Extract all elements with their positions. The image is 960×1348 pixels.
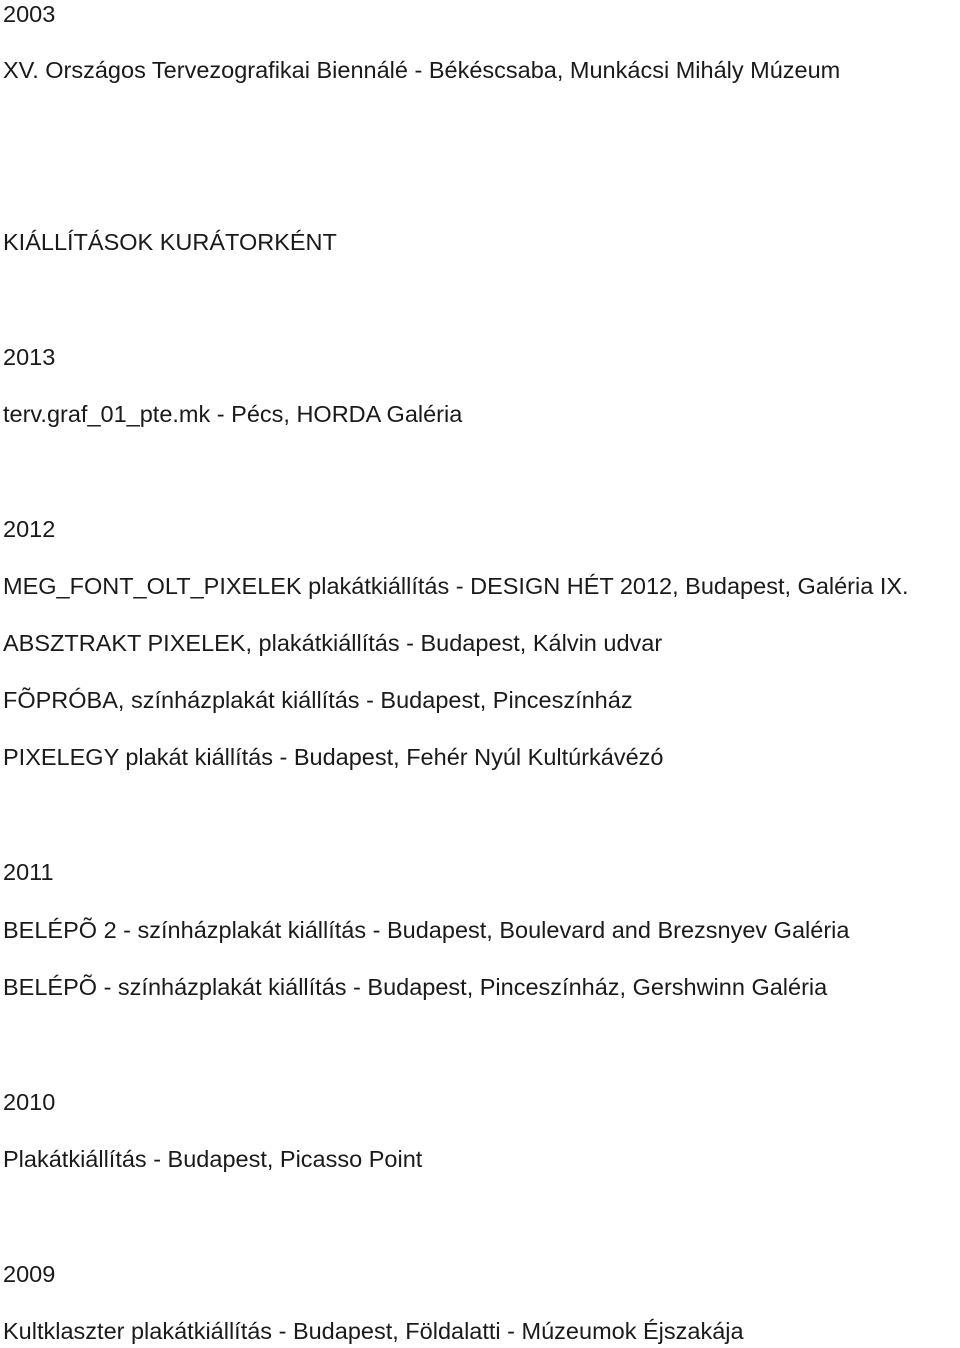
year-2012: 2012 <box>3 516 56 542</box>
exhibition-item: Kultklaszter plakátkiállítás - Budapest, Földalatti - Múzeumok Éjszakája <box>3 1318 744 1344</box>
year-2010: 2010 <box>3 1089 56 1115</box>
exhibition-item: BELÉPÕ 2 - színházplakát kiállítás - Budapest, Boulevard and Brezsnyev Galéria <box>3 917 850 943</box>
exhibition-item: PIXELEGY plakát kiállítás - Budapest, Fehér Nyúl Kultúrkávézó <box>3 744 664 770</box>
exhibition-item: terv.graf_01_pte.mk - Pécs, HORDA Galéria <box>3 401 463 427</box>
year-2003: 2003 <box>3 1 56 27</box>
exhibition-item: FÕPRÓBA, színházplakát kiállítás - Budapest, Pinceszínház <box>3 687 633 713</box>
exhibition-item: ABSZTRAKT PIXELEK, plakátkiállítás - Budapest, Kálvin udvar <box>3 630 663 656</box>
section-title: KIÁLLÍTÁSOK KURÁTORKÉNT <box>3 229 337 255</box>
exhibition-item: MEG_FONT_OLT_PIXELEK plakátkiállítás - DESIGN HÉT 2012, Budapest, Galéria IX. <box>3 573 909 599</box>
exhibition-item: BELÉPÕ - színházplakát kiállítás - Budapest, Pinceszínház, Gershwinn Galéria <box>3 974 828 1000</box>
exhibition-item: XV. Országos Tervezografikai Biennálé - Békéscsaba, Munkácsi Mihály Múzeum <box>3 57 841 83</box>
year-2009: 2009 <box>3 1261 56 1287</box>
year-2011: 2011 <box>3 859 54 885</box>
year-2013: 2013 <box>3 344 56 370</box>
exhibition-item: Plakátkiállítás - Budapest, Picasso Point <box>3 1146 423 1172</box>
